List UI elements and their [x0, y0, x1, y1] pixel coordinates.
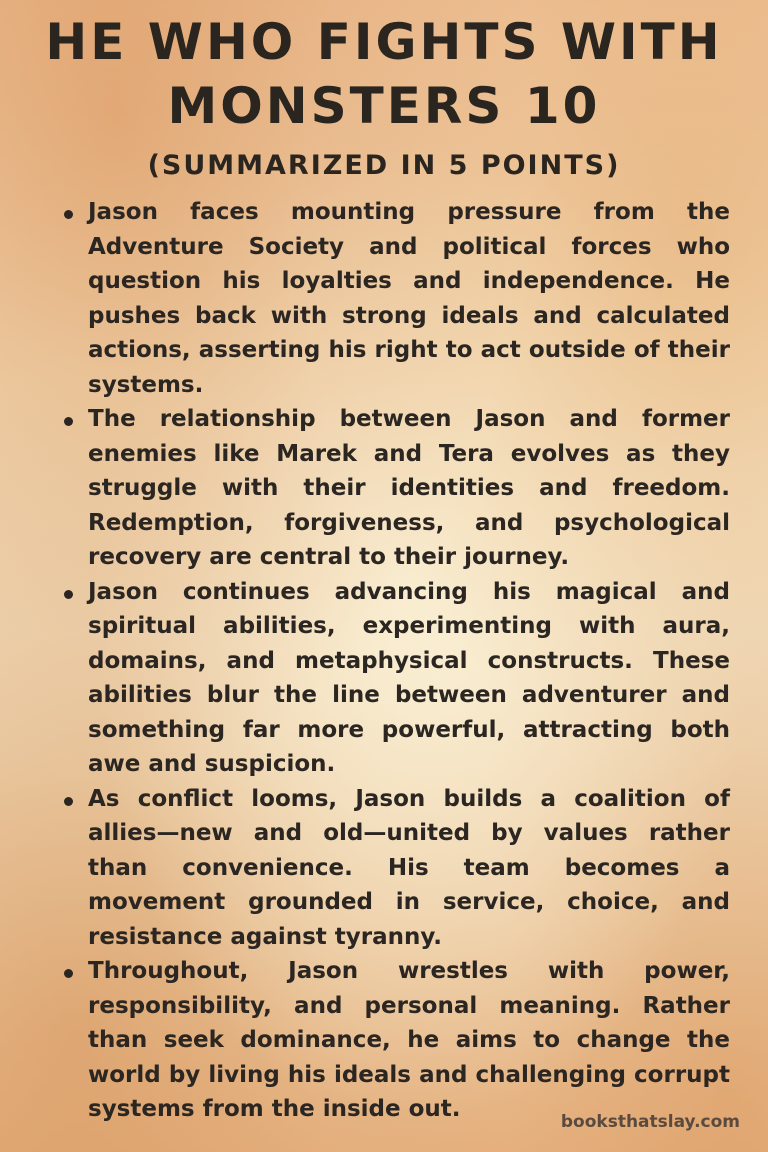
bullet-icon	[64, 590, 73, 599]
summary-point-text: Jason continues advancing his magical and spiritual abilities, experimenting with aura, domains, and metaphysical constructs. These abilities blur the line between adventurer and something far more powerful, attracting both awe and suspicion.	[88, 578, 730, 777]
bullet-icon	[64, 417, 73, 426]
bullet-icon	[64, 210, 73, 219]
bullet-icon	[64, 969, 73, 978]
page-title	[0, 10, 768, 138]
summary-point-2	[62, 402, 730, 575]
summary-point-text: The relationship between Jason and former enemies like Marek and Tera evolves as they struggle with their identities and freedom. Redemption, forgiveness, and psychological recovery are central to their journey.	[88, 406, 730, 570]
summary-point-4	[62, 782, 730, 955]
summary-point-text: As conflict looms, Jason builds a coalition of allies—new and old—united by values rather than convenience. His team becomes a movement grounded in service, choice, and resistance against tyranny.	[88, 785, 730, 950]
title-line-2: MONSTERS 10	[167, 77, 601, 135]
summary-points-list	[62, 195, 730, 1127]
summary-point-5	[62, 954, 730, 1127]
summary-point-text: Throughout, Jason wrestles with power, responsibility, and personal meaning. Rather than seek dominance, he aims to change the world by living his ideals and challenging corrupt systems from the inside out.	[88, 958, 730, 1122]
site-watermark: booksthatslay.com	[560, 1112, 740, 1132]
page-subtitle: (SUMMARIZED IN 5 POINTS)	[147, 150, 621, 181]
bullet-icon	[64, 797, 73, 806]
title-line-1: HE WHO FIGHTS WITH	[45, 13, 723, 71]
summary-point-1	[62, 195, 730, 402]
summary-point-text: Jason faces mounting pressure from the Adventure Society and political forces who question his loyalties and independence. He pushes back with strong ideals and calculated actions, asserting his right to act outside of their systems.	[88, 199, 730, 398]
summary-point-3	[62, 575, 730, 782]
